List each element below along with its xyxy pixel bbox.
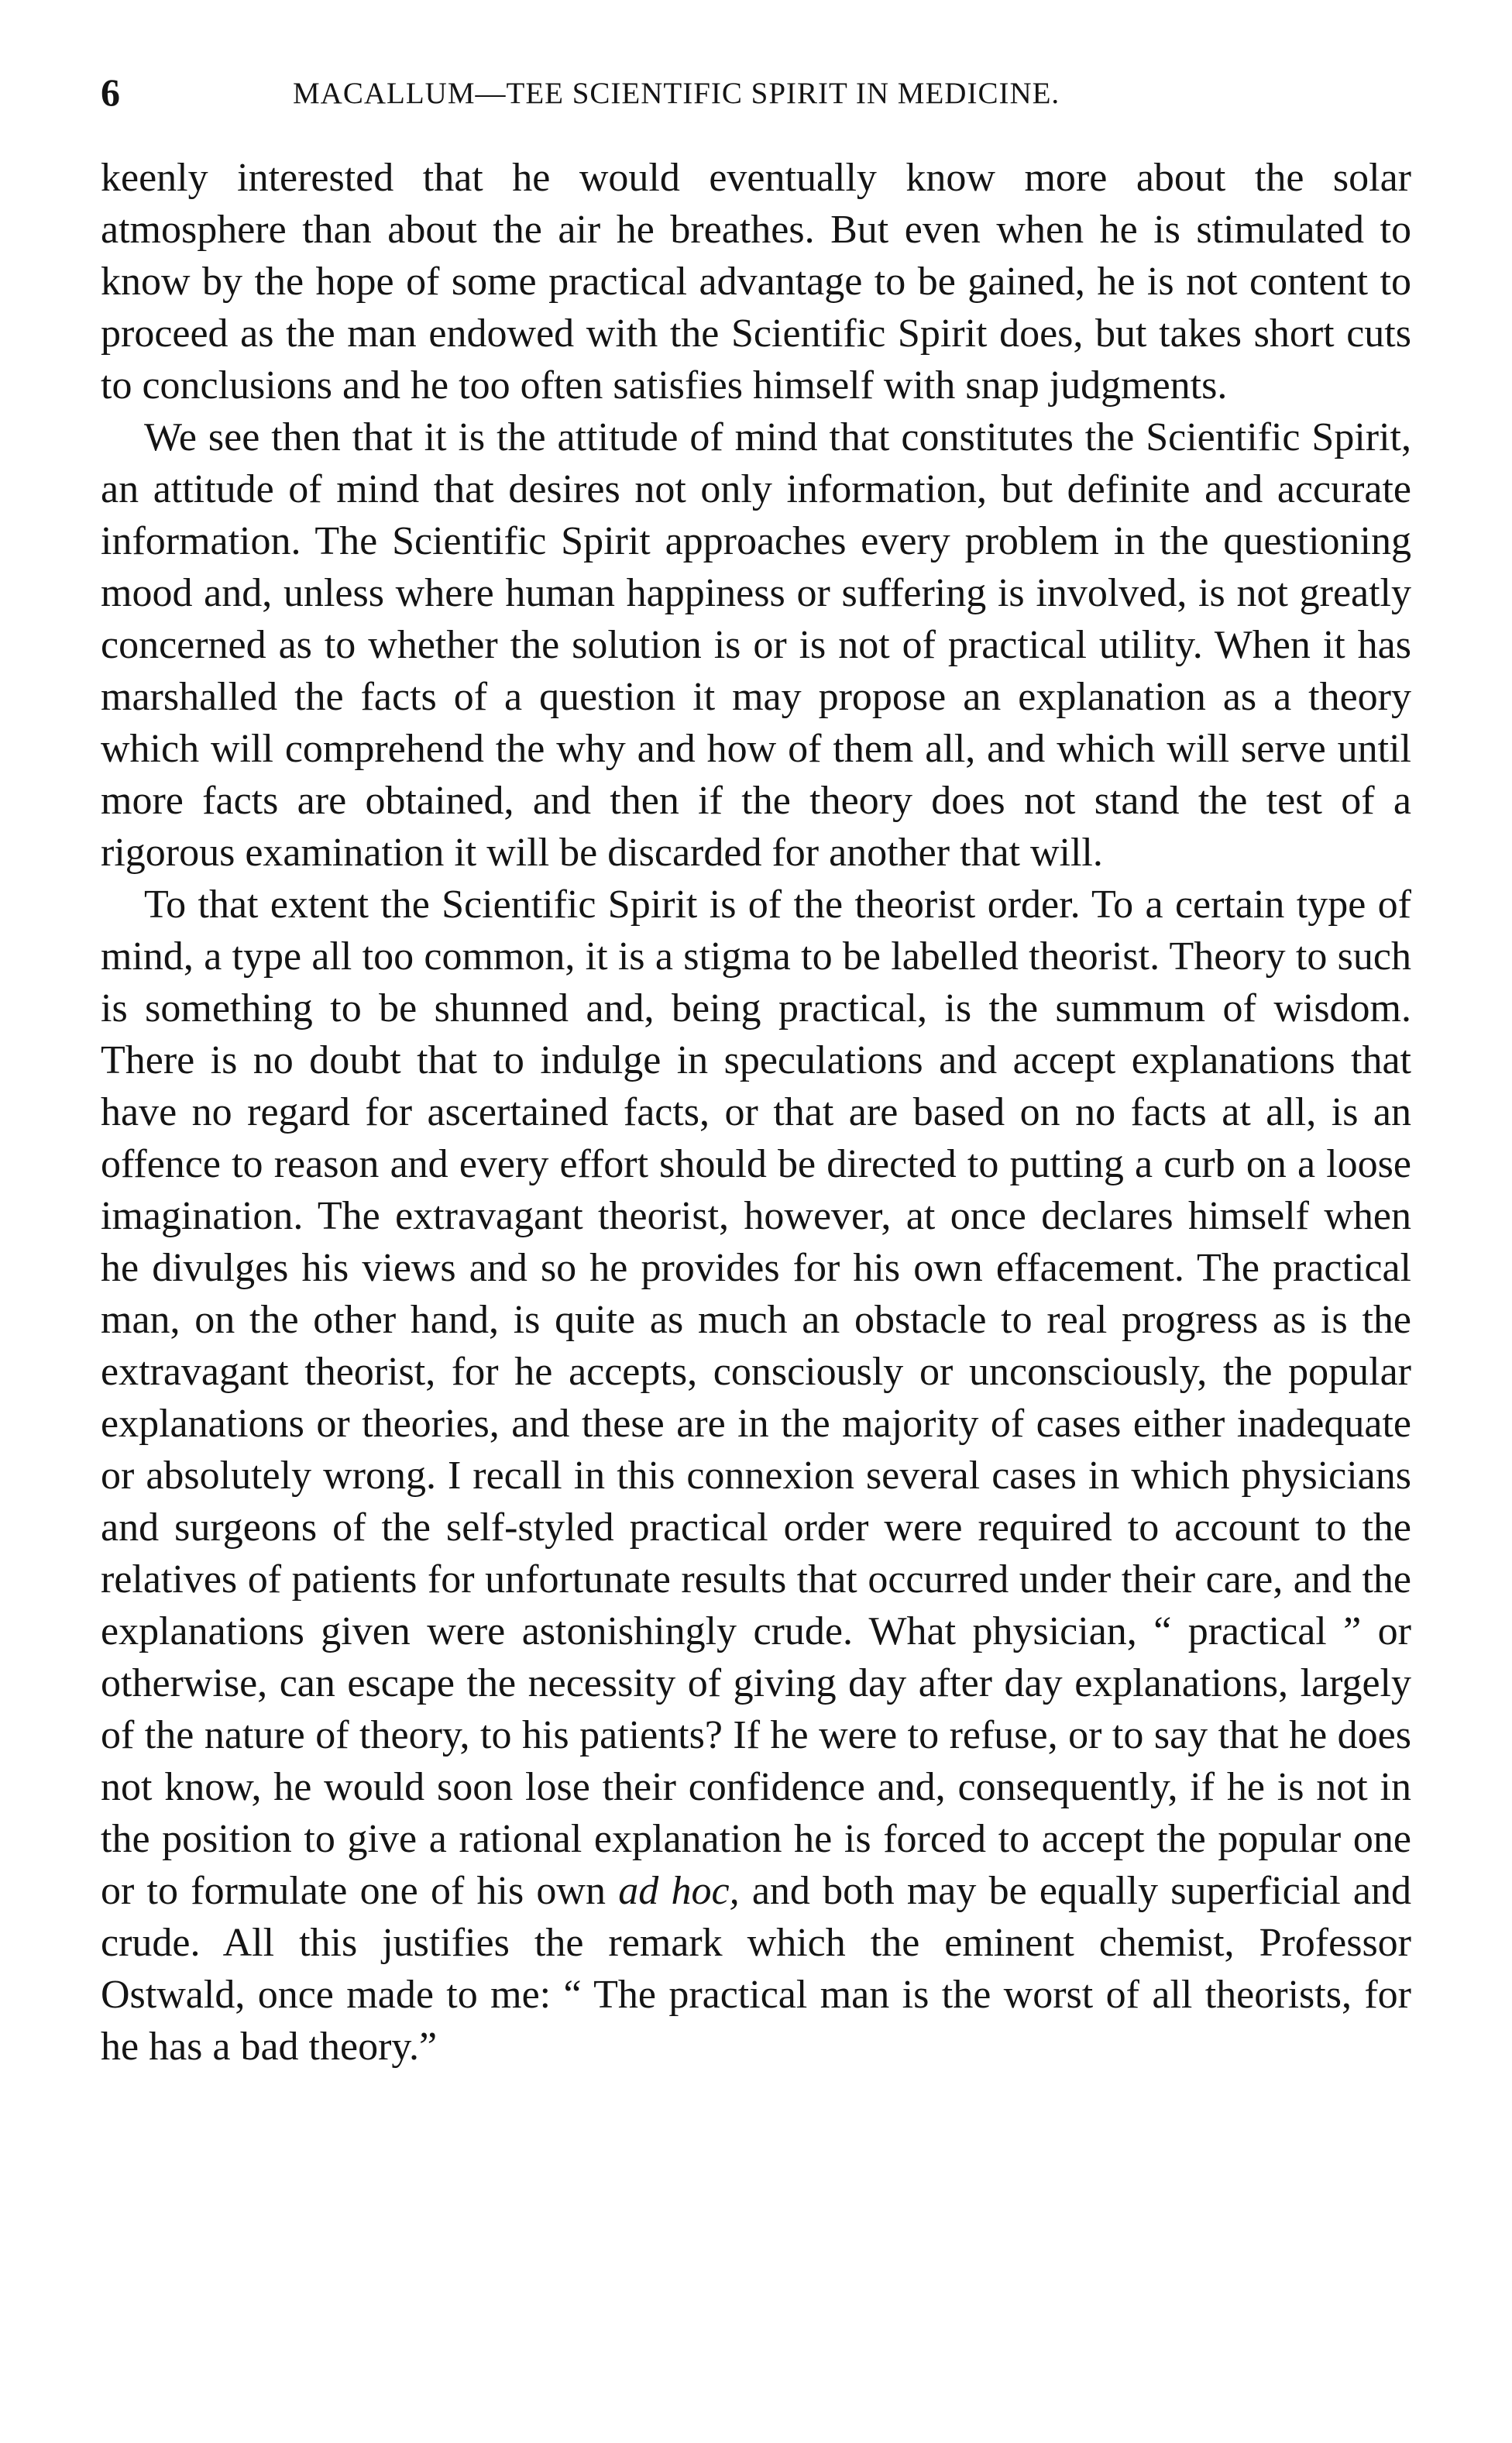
page-number: 6 bbox=[101, 71, 120, 114]
paragraph-continued: keenly interested that he would eventually know more about the solar atmosphere than about the air he breathes. But even when he is stimulated to know by the hope of some practical advantage to be gained, he is not content to proceed as the man endowed with the Scientific Spirit does, but takes short cuts to conclusions and he too often satisfies himself with snap judgments. bbox=[101, 156, 1411, 408]
body-text bbox=[101, 152, 1411, 2073]
paragraph-theorist bbox=[101, 879, 1411, 2073]
paragraph-theorist-ending: and both may be equally superficial and crude. All this justifies the remark which the eminent chemist, Professor Ostwald, once made to me: “ The practical man is the worst of all theorists, for he has a bad theory.” bbox=[101, 1869, 1411, 2069]
italic-phrase: ad hoc, bbox=[618, 1869, 740, 1913]
paragraph-theorist-text: To that extent the Scientific Spirit is of the theorist order. To a certain type of mind, a type all too common, it is a stigma to be labelled theorist. Theory to such is something to be shunned and, being practical, is the summum of wisdom. There is no doubt that to indulge in speculations and accept explanations that have no regard for ascertained facts, or that are based on no facts at all, is an offence to reason and every effort should be directed to putting a curb on a loose imagination. The extravagant theorist, however, at once declares himself when he divulges his views and so he provides for his own effacement. The practical man, on the other hand, is quite as much an obstacle to real progress as is the extravagant theorist, for he accepts, consciously or unconsciously, the popular explanations or theories, and these are in the majority of cases either inadequate or absolutely wrong. I recall in this connexion several cases in which physicians and surgeons of the self-styled practical order were required to account to the relatives of patients for unfortunate results that occurred under their care, and the explanations given were astonishingly crude. What physician, “ practical ” or otherwise, can escape the necessity of giving day after day explanations, largely of the nature of theory, to his patients? If he were to refuse, or to say that he does not know, he would soon lose their confidence and, consequently, if he is not in the position to give a rational explanation he is forced to accept the popular one or to formulate one of his own bbox=[101, 883, 1411, 1913]
running-head: MACALLUM—TEE SCIENTIFIC SPIRIT IN MEDICINE. bbox=[293, 77, 1060, 110]
page-header bbox=[93, 65, 1425, 119]
paragraph-scientific-spirit: We see then that it is the attitude of mind that constitutes the Scientific Spirit, an attitude of mind that desires not only information, but definite and accurate information. The Scientific Spirit approaches every problem in the questioning mood and, unless where human happiness or suffering is involved, is not greatly concerned as to whether the solution is or is not of practical utility. When it has marshalled the facts of a question it may propose an explanation as a theory which will comprehend the why and how of them all, and which will serve until more facts are obtained, and then if the theory does not stand the test of a rigorous examination it will be discarded for another that will. bbox=[101, 415, 1411, 875]
